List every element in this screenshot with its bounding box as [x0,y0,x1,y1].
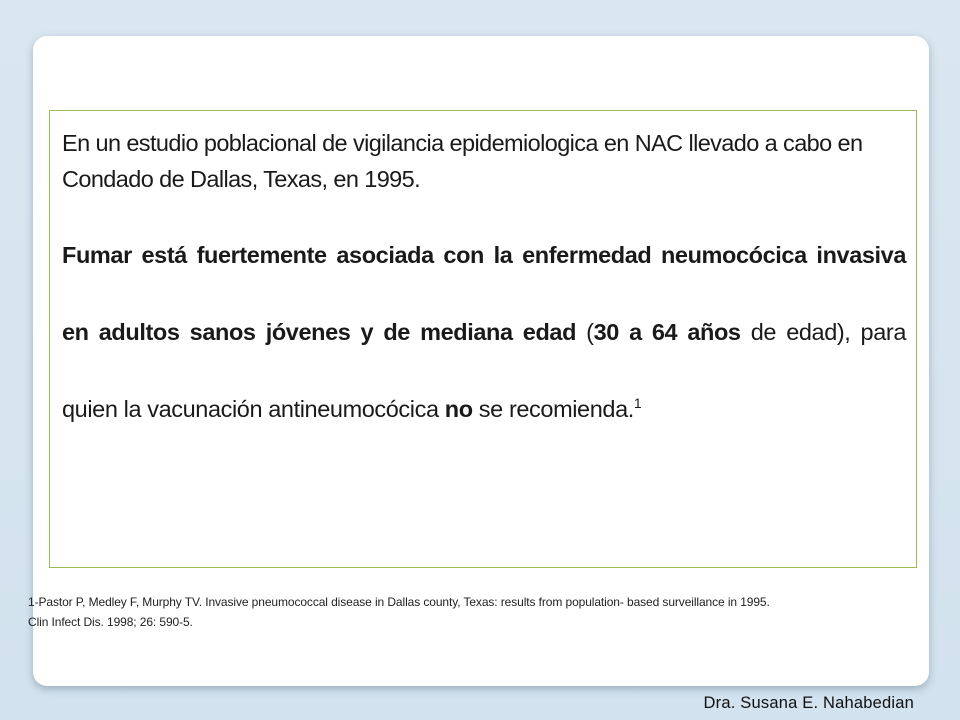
main-bold-statement: Fumar está fuertemente asociada con la enfermedad neumocócica invasiva en adultos sanos jóvenes y de mediana edad [62,242,906,345]
main-regular-text: de edad), para quien la vacunación antineumocócica [62,319,906,422]
reference-line-2: Clin Infect Dis. 1998; 26: 590-5. [28,615,193,629]
content-box [49,110,917,568]
main-bold-no: no [444,396,473,422]
reference-line-1: 1-Pastor P, Medley F, Murphy TV. Invasive pneumococcal disease in Dallas county, Texas: results from population- based surveillance in 1995. [28,595,770,609]
main-text [62,217,906,448]
main-regular-end: se recomienda. [472,396,634,422]
main-paren-open: ( [576,319,594,345]
slide-card [33,36,929,686]
intro-text: En un estudio poblacional de vigilancia epidemiologica en NAC llevado a cabo en Condado de Dallas, Texas, en 1995. [62,130,863,192]
main-age-range: 30 a 64 años [593,319,741,345]
reference-citation [28,592,878,632]
author-name: Dra. Susana E. Nahabedian [703,694,914,712]
footnote-marker: 1 [633,395,642,412]
